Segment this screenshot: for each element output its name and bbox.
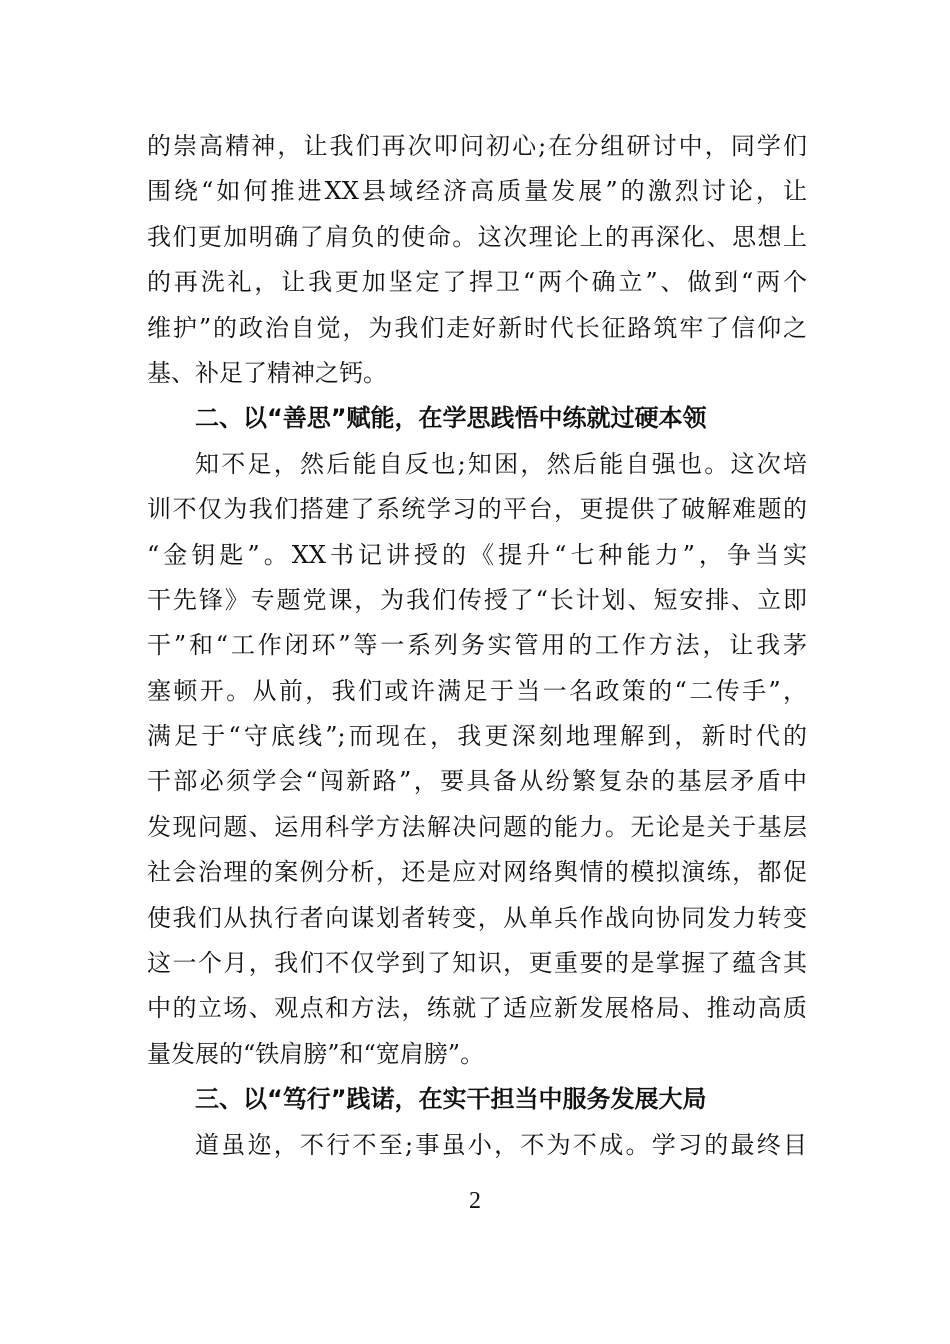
paragraph-line: 干先锋》专题党课，为我们传授了“长计划、短安排、立即 <box>147 585 807 614</box>
paragraph-line: 围绕“如何推进XX县域经济高质量发展”的激烈讨论，让 <box>147 177 807 206</box>
paragraph-line: 的再洗礼，让我更加坚定了捍卫“两个确立”、做到“两个 <box>147 268 807 297</box>
paragraph-line: 维护”的政治自觉，为我们走好新时代长征路筑牢了信仰之 <box>147 313 807 342</box>
paragraph-line: 道虽迩，不行不至;事虽小，不为不成。学习的最终目 <box>195 1130 807 1159</box>
paragraph-line: 基、补足了精神之钙。 <box>147 358 387 387</box>
paragraph-line: “金钥匙”。XX书记讲授的《提升“七种能力”，争当实 <box>147 540 807 569</box>
paragraph-line: 发现问题、运用科学方法解决问题的能力。无论是关于基层 <box>147 812 807 841</box>
paragraph-line: 塞顿开。从前，我们或许满足于当一名政策的“二传手”， <box>147 676 807 705</box>
paragraph-line: 干部必须学会“闯新路”，要具备从纷繁复杂的基层矛盾中 <box>147 767 807 796</box>
page-number: 2 <box>469 1188 481 1214</box>
paragraph-line: 使我们从执行者向谋划者转变，从单兵作战向协同发力转变 <box>147 903 807 932</box>
paragraph-line: 社会治理的案例分析，还是应对网络舆情的模拟演练，都促 <box>147 858 807 887</box>
document-body <box>147 124 807 1168</box>
paragraph-line: 量发展的“铁肩膀”和“宽肩膀”。 <box>147 1039 485 1068</box>
paragraph-line: 这一个月，我们不仅学到了知识，更重要的是掌握了蕴含其 <box>147 949 807 978</box>
paragraph-line: 满足于“守底线”;而现在，我更深刻地理解到，新时代的 <box>147 722 807 751</box>
paragraph-line: 中的立场、观点和方法，练就了适应新发展格局、推动高质 <box>147 994 807 1023</box>
paragraph-line: 干”和“工作闭环”等一系列务实管用的工作方法，让我茅 <box>147 631 807 660</box>
paragraph-line: 的崇高精神，让我们再次叩问初心;在分组研讨中，同学们 <box>147 132 807 160</box>
section-heading-2: 二、以“善思”赋能，在学思践悟中练就过硬本领 <box>195 404 707 433</box>
paragraph-line: 知不足，然后能自反也;知困，然后能自强也。这次培 <box>195 449 807 478</box>
paragraph-line: 我们更加明确了肩负的使命。这次理论上的再深化、思想上 <box>147 222 807 251</box>
section-heading-3: 三、以“笃行”践诺，在实干担当中服务发展大局 <box>195 1085 707 1114</box>
paragraph-line: 训不仅为我们搭建了系统学习的平台，更提供了破解难题的 <box>147 495 807 524</box>
